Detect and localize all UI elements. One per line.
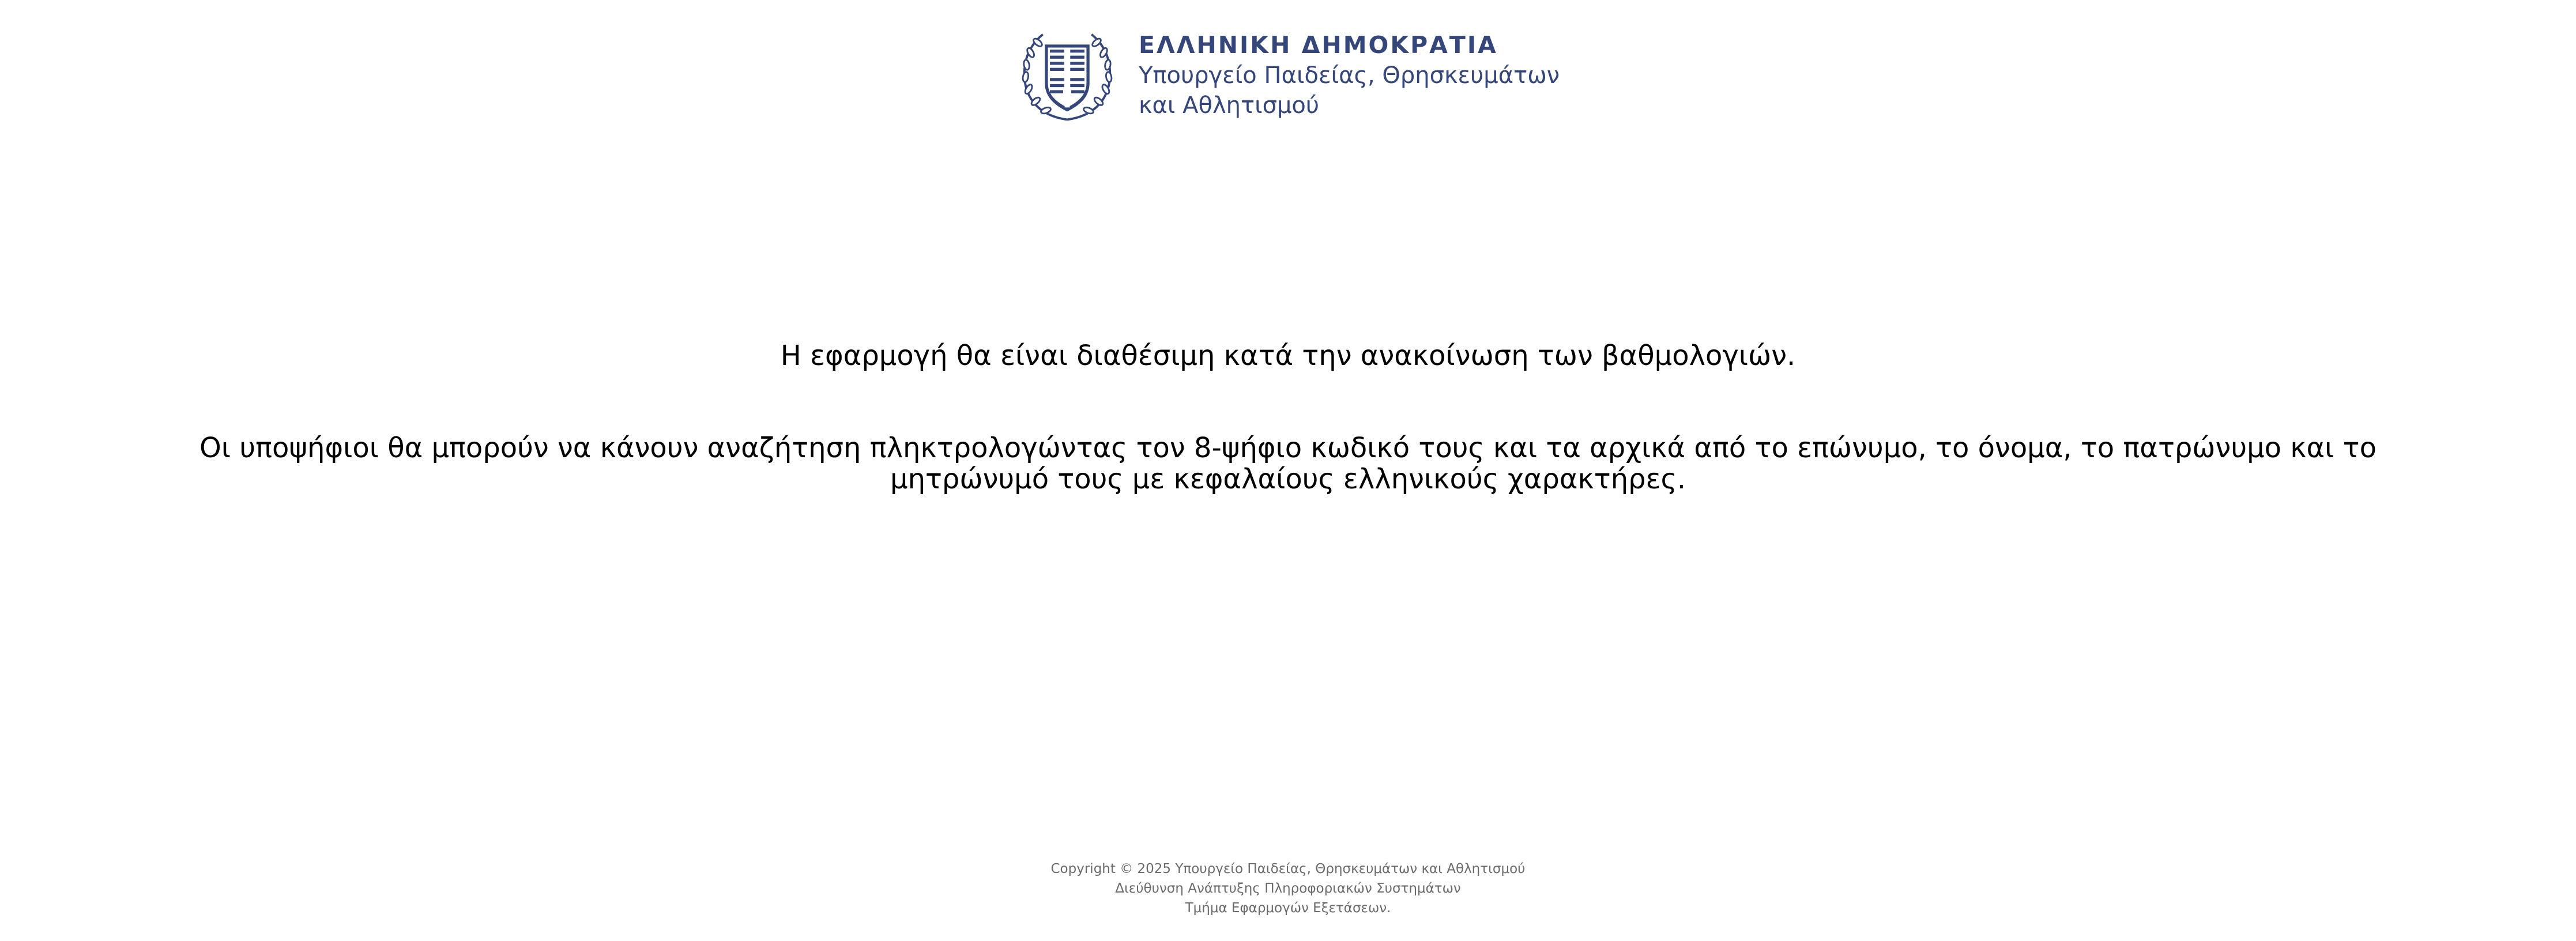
page-footer: [0, 859, 2576, 918]
footer-directorate: Διεύθυνση Ανάπτυξης Πληροφοριακών Συστημάτων: [1115, 881, 1461, 896]
search-instructions: Οι υποψήφιοι θα μπορούν να κάνουν αναζήτηση πληκτρολογώντας τον 8-ψήφιο κωδικό τους και τα αρχικά από το επώνυμο, το όνομα, το πατρώνυμο και το μητρώνυμό τους με κεφαλαίους ελληνικούς χαρακτήρες.: [199, 432, 2377, 495]
footer-copyright: Copyright © 2025 Υπουργείο Παιδείας, Θρησκευμάτων και Αθλητισμού: [1050, 861, 1526, 876]
availability-message: Η εφαρμογή θα είναι διαθέσιμη κατά την ανακοίνωση των βαθμολογιών.: [780, 340, 1796, 372]
ministry-name-line2: και Αθλητισμού: [1138, 92, 1320, 119]
ministry-name-line1: Υπουργείο Παιδείας, Θρησκευμάτων: [1138, 62, 1560, 89]
page-header: [0, 23, 2576, 127]
ministry-name: [1139, 29, 1560, 121]
greek-state-emblem-icon: [1016, 24, 1118, 126]
state-title: ΕΛΛΗΝΙΚΗ ΔΗΜΟΚΡΑΤΙΑ: [1138, 31, 1498, 59]
footer-department: Τμήμα Εφαρμογών Εξετάσεων.: [1185, 901, 1391, 916]
main-content: [0, 340, 2576, 495]
ministry-logo: [1016, 24, 1560, 126]
